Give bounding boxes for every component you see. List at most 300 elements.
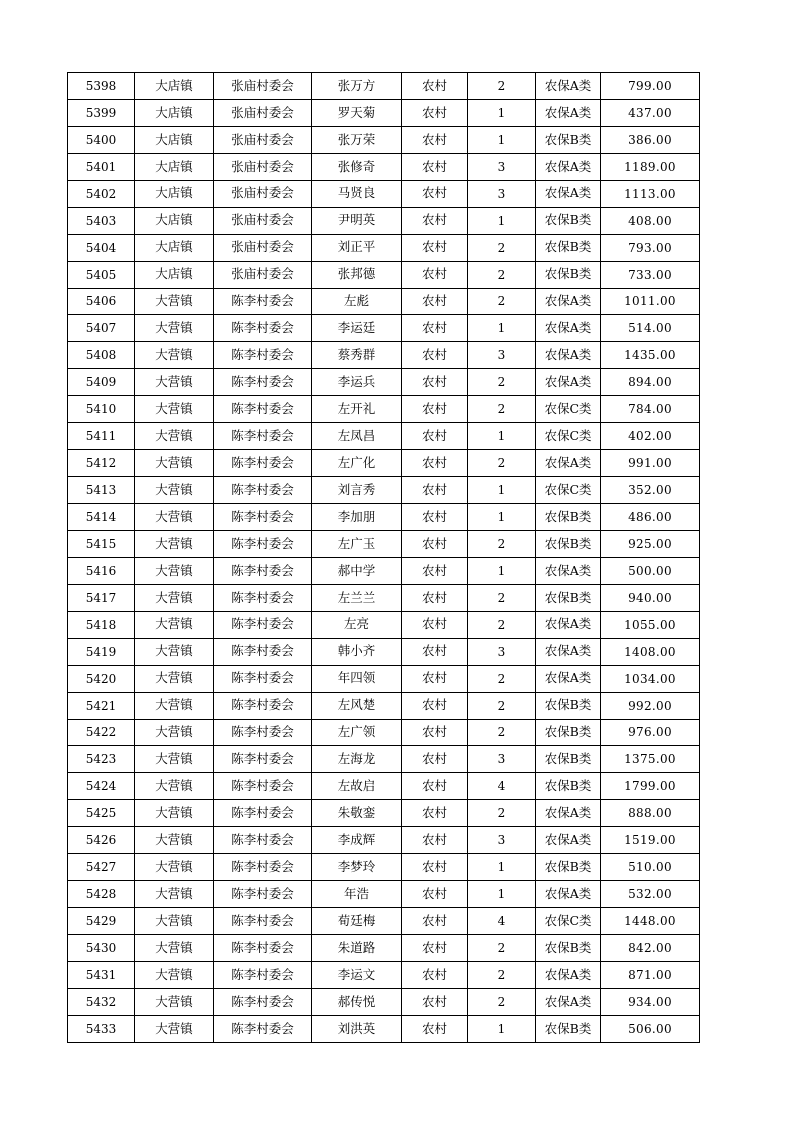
amount-cell: 1448.00 <box>601 908 700 935</box>
row-number-cell: 5428 <box>68 881 135 908</box>
area-type-cell: 农村 <box>402 423 468 450</box>
village-committee-cell: 陈李村委会 <box>214 908 312 935</box>
amount-cell: 500.00 <box>601 557 700 584</box>
insurance-category-cell: 农保B类 <box>536 234 601 261</box>
insurance-category-cell: 农保B类 <box>536 584 601 611</box>
row-number-cell: 5403 <box>68 207 135 234</box>
name-cell: 张邦德 <box>312 261 402 288</box>
insurance-category-cell: 农保A类 <box>536 180 601 207</box>
row-number-cell: 5430 <box>68 935 135 962</box>
name-cell: 左凤昌 <box>312 423 402 450</box>
amount-cell: 402.00 <box>601 423 700 450</box>
row-number-cell: 5400 <box>68 126 135 153</box>
household-size-cell: 1 <box>468 99 536 126</box>
name-cell: 李运兵 <box>312 369 402 396</box>
table-row <box>68 369 700 396</box>
area-type-cell: 农村 <box>402 692 468 719</box>
area-type-cell: 农村 <box>402 908 468 935</box>
row-number-cell: 5427 <box>68 854 135 881</box>
table-row <box>68 665 700 692</box>
row-number-cell: 5406 <box>68 288 135 315</box>
name-cell: 年浩 <box>312 881 402 908</box>
name-cell: 左广领 <box>312 719 402 746</box>
table-row <box>68 881 700 908</box>
village-committee-cell: 陈李村委会 <box>214 288 312 315</box>
amount-cell: 894.00 <box>601 369 700 396</box>
village-committee-cell: 张庙村委会 <box>214 73 312 100</box>
village-committee-cell: 陈李村委会 <box>214 881 312 908</box>
village-committee-cell: 陈李村委会 <box>214 935 312 962</box>
town-cell: 大店镇 <box>135 234 214 261</box>
household-size-cell: 1 <box>468 881 536 908</box>
household-size-cell: 2 <box>468 719 536 746</box>
village-committee-cell: 陈李村委会 <box>214 854 312 881</box>
row-number-cell: 5405 <box>68 261 135 288</box>
household-size-cell: 3 <box>468 180 536 207</box>
town-cell: 大营镇 <box>135 504 214 531</box>
village-committee-cell: 陈李村委会 <box>214 423 312 450</box>
town-cell: 大营镇 <box>135 719 214 746</box>
name-cell: 朱敬銮 <box>312 800 402 827</box>
village-committee-cell: 陈李村委会 <box>214 638 312 665</box>
household-size-cell: 1 <box>468 315 536 342</box>
table-row <box>68 261 700 288</box>
amount-cell: 992.00 <box>601 692 700 719</box>
village-committee-cell: 张庙村委会 <box>214 99 312 126</box>
amount-cell: 1519.00 <box>601 827 700 854</box>
row-number-cell: 5432 <box>68 988 135 1015</box>
row-number-cell: 5408 <box>68 342 135 369</box>
name-cell: 张万方 <box>312 73 402 100</box>
village-committee-cell: 陈李村委会 <box>214 692 312 719</box>
amount-cell: 842.00 <box>601 935 700 962</box>
table-row <box>68 126 700 153</box>
village-committee-cell: 陈李村委会 <box>214 315 312 342</box>
area-type-cell: 农村 <box>402 450 468 477</box>
village-committee-cell: 陈李村委会 <box>214 369 312 396</box>
town-cell: 大营镇 <box>135 369 214 396</box>
area-type-cell: 农村 <box>402 827 468 854</box>
table-row <box>68 746 700 773</box>
table-row <box>68 611 700 638</box>
area-type-cell: 农村 <box>402 1015 468 1042</box>
town-cell: 大营镇 <box>135 881 214 908</box>
name-cell: 李成辉 <box>312 827 402 854</box>
insurance-category-cell: 农保A类 <box>536 881 601 908</box>
name-cell: 刘洪英 <box>312 1015 402 1042</box>
household-size-cell: 1 <box>468 557 536 584</box>
insurance-category-cell: 农保A类 <box>536 153 601 180</box>
row-number-cell: 5429 <box>68 908 135 935</box>
town-cell: 大营镇 <box>135 530 214 557</box>
household-size-cell: 2 <box>468 450 536 477</box>
table-row <box>68 504 700 531</box>
town-cell: 大营镇 <box>135 988 214 1015</box>
row-number-cell: 5414 <box>68 504 135 531</box>
village-committee-cell: 陈李村委会 <box>214 719 312 746</box>
row-number-cell: 5412 <box>68 450 135 477</box>
insurance-category-cell: 农保C类 <box>536 908 601 935</box>
household-size-cell: 2 <box>468 961 536 988</box>
row-number-cell: 5418 <box>68 611 135 638</box>
amount-cell: 437.00 <box>601 99 700 126</box>
name-cell: 罗天菊 <box>312 99 402 126</box>
name-cell: 左广玉 <box>312 530 402 557</box>
table-row <box>68 827 700 854</box>
household-size-cell: 2 <box>468 611 536 638</box>
town-cell: 大店镇 <box>135 73 214 100</box>
insurance-category-cell: 农保A类 <box>536 961 601 988</box>
table-row <box>68 638 700 665</box>
insurance-category-cell: 农保B类 <box>536 692 601 719</box>
area-type-cell: 农村 <box>402 73 468 100</box>
insurance-category-cell: 农保C类 <box>536 396 601 423</box>
town-cell: 大店镇 <box>135 207 214 234</box>
area-type-cell: 农村 <box>402 126 468 153</box>
insurance-category-cell: 农保A类 <box>536 450 601 477</box>
name-cell: 蔡秀群 <box>312 342 402 369</box>
household-size-cell: 1 <box>468 477 536 504</box>
town-cell: 大营镇 <box>135 935 214 962</box>
village-committee-cell: 张庙村委会 <box>214 207 312 234</box>
household-size-cell: 3 <box>468 638 536 665</box>
name-cell: 刘言秀 <box>312 477 402 504</box>
town-cell: 大店镇 <box>135 126 214 153</box>
name-cell: 荀廷梅 <box>312 908 402 935</box>
insurance-category-cell: 农保A类 <box>536 557 601 584</box>
town-cell: 大营镇 <box>135 396 214 423</box>
amount-cell: 976.00 <box>601 719 700 746</box>
name-cell: 马贤良 <box>312 180 402 207</box>
household-size-cell: 2 <box>468 800 536 827</box>
village-committee-cell: 陈李村委会 <box>214 557 312 584</box>
name-cell: 李运文 <box>312 961 402 988</box>
village-committee-cell: 张庙村委会 <box>214 180 312 207</box>
village-committee-cell: 陈李村委会 <box>214 773 312 800</box>
amount-cell: 733.00 <box>601 261 700 288</box>
village-committee-cell: 陈李村委会 <box>214 827 312 854</box>
amount-cell: 352.00 <box>601 477 700 504</box>
town-cell: 大营镇 <box>135 611 214 638</box>
table-row <box>68 180 700 207</box>
village-committee-cell: 陈李村委会 <box>214 477 312 504</box>
household-size-cell: 1 <box>468 854 536 881</box>
row-number-cell: 5422 <box>68 719 135 746</box>
table-row <box>68 73 700 100</box>
town-cell: 大营镇 <box>135 692 214 719</box>
town-cell: 大营镇 <box>135 665 214 692</box>
village-committee-cell: 陈李村委会 <box>214 1015 312 1042</box>
table-row <box>68 773 700 800</box>
insurance-category-cell: 农保A类 <box>536 988 601 1015</box>
table-row <box>68 234 700 261</box>
name-cell: 郝传悦 <box>312 988 402 1015</box>
household-size-cell: 1 <box>468 423 536 450</box>
table-row <box>68 800 700 827</box>
village-committee-cell: 陈李村委会 <box>214 800 312 827</box>
area-type-cell: 农村 <box>402 854 468 881</box>
insurance-category-cell: 农保B类 <box>536 261 601 288</box>
name-cell: 左故启 <box>312 773 402 800</box>
insurance-category-cell: 农保B类 <box>536 207 601 234</box>
insurance-category-cell: 农保A类 <box>536 611 601 638</box>
household-size-cell: 2 <box>468 665 536 692</box>
table-row <box>68 530 700 557</box>
household-size-cell: 3 <box>468 342 536 369</box>
amount-cell: 1189.00 <box>601 153 700 180</box>
amount-cell: 1011.00 <box>601 288 700 315</box>
amount-cell: 793.00 <box>601 234 700 261</box>
village-committee-cell: 陈李村委会 <box>214 530 312 557</box>
row-number-cell: 5402 <box>68 180 135 207</box>
village-committee-cell: 陈李村委会 <box>214 611 312 638</box>
insurance-category-cell: 农保A类 <box>536 73 601 100</box>
insurance-category-cell: 农保A类 <box>536 800 601 827</box>
area-type-cell: 农村 <box>402 746 468 773</box>
village-committee-cell: 陈李村委会 <box>214 746 312 773</box>
insurance-category-cell: 农保B类 <box>536 773 601 800</box>
table-row <box>68 854 700 881</box>
amount-cell: 888.00 <box>601 800 700 827</box>
amount-cell: 1055.00 <box>601 611 700 638</box>
name-cell: 李运廷 <box>312 315 402 342</box>
row-number-cell: 5433 <box>68 1015 135 1042</box>
amount-cell: 486.00 <box>601 504 700 531</box>
village-committee-cell: 陈李村委会 <box>214 396 312 423</box>
table-row <box>68 961 700 988</box>
name-cell: 左彪 <box>312 288 402 315</box>
amount-cell: 934.00 <box>601 988 700 1015</box>
row-number-cell: 5417 <box>68 584 135 611</box>
insurance-category-cell: 农保A类 <box>536 827 601 854</box>
name-cell: 年四领 <box>312 665 402 692</box>
row-number-cell: 5410 <box>68 396 135 423</box>
row-number-cell: 5404 <box>68 234 135 261</box>
row-number-cell: 5398 <box>68 73 135 100</box>
table-row <box>68 477 700 504</box>
name-cell: 左广化 <box>312 450 402 477</box>
town-cell: 大营镇 <box>135 477 214 504</box>
row-number-cell: 5416 <box>68 557 135 584</box>
table-row <box>68 935 700 962</box>
row-number-cell: 5409 <box>68 369 135 396</box>
area-type-cell: 农村 <box>402 935 468 962</box>
town-cell: 大营镇 <box>135 342 214 369</box>
amount-cell: 1113.00 <box>601 180 700 207</box>
insurance-category-cell: 农保A类 <box>536 288 601 315</box>
insurance-category-cell: 农保B类 <box>536 854 601 881</box>
town-cell: 大营镇 <box>135 800 214 827</box>
name-cell: 韩小齐 <box>312 638 402 665</box>
household-size-cell: 4 <box>468 773 536 800</box>
village-committee-cell: 陈李村委会 <box>214 450 312 477</box>
amount-cell: 940.00 <box>601 584 700 611</box>
area-type-cell: 农村 <box>402 477 468 504</box>
table-row <box>68 207 700 234</box>
row-number-cell: 5424 <box>68 773 135 800</box>
amount-cell: 510.00 <box>601 854 700 881</box>
row-number-cell: 5426 <box>68 827 135 854</box>
town-cell: 大店镇 <box>135 180 214 207</box>
household-size-cell: 2 <box>468 530 536 557</box>
area-type-cell: 农村 <box>402 773 468 800</box>
insurance-category-cell: 农保A类 <box>536 638 601 665</box>
town-cell: 大营镇 <box>135 288 214 315</box>
name-cell: 李加朋 <box>312 504 402 531</box>
town-cell: 大营镇 <box>135 773 214 800</box>
amount-cell: 1408.00 <box>601 638 700 665</box>
area-type-cell: 农村 <box>402 584 468 611</box>
area-type-cell: 农村 <box>402 881 468 908</box>
table-row <box>68 908 700 935</box>
insurance-category-cell: 农保A类 <box>536 665 601 692</box>
household-size-cell: 2 <box>468 935 536 962</box>
village-committee-cell: 陈李村委会 <box>214 584 312 611</box>
area-type-cell: 农村 <box>402 261 468 288</box>
insurance-category-cell: 农保A类 <box>536 99 601 126</box>
row-number-cell: 5421 <box>68 692 135 719</box>
insurance-category-cell: 农保B类 <box>536 1015 601 1042</box>
village-committee-cell: 陈李村委会 <box>214 504 312 531</box>
table-row <box>68 557 700 584</box>
household-size-cell: 1 <box>468 1015 536 1042</box>
row-number-cell: 5425 <box>68 800 135 827</box>
table-row <box>68 342 700 369</box>
name-cell: 尹明英 <box>312 207 402 234</box>
household-size-cell: 3 <box>468 746 536 773</box>
household-size-cell: 2 <box>468 73 536 100</box>
amount-cell: 991.00 <box>601 450 700 477</box>
town-cell: 大营镇 <box>135 827 214 854</box>
village-committee-cell: 陈李村委会 <box>214 961 312 988</box>
name-cell: 张修奇 <box>312 153 402 180</box>
insurance-category-cell: 农保A类 <box>536 315 601 342</box>
name-cell: 郝中学 <box>312 557 402 584</box>
village-committee-cell: 张庙村委会 <box>214 126 312 153</box>
amount-cell: 925.00 <box>601 530 700 557</box>
table-row <box>68 988 700 1015</box>
town-cell: 大营镇 <box>135 961 214 988</box>
name-cell: 左开礼 <box>312 396 402 423</box>
area-type-cell: 农村 <box>402 153 468 180</box>
insurance-category-cell: 农保B类 <box>536 719 601 746</box>
amount-cell: 408.00 <box>601 207 700 234</box>
amount-cell: 1799.00 <box>601 773 700 800</box>
insurance-category-cell: 农保B类 <box>536 935 601 962</box>
amount-cell: 386.00 <box>601 126 700 153</box>
insurance-category-cell: 农保A类 <box>536 342 601 369</box>
name-cell: 刘正平 <box>312 234 402 261</box>
household-size-cell: 1 <box>468 207 536 234</box>
household-size-cell: 2 <box>468 396 536 423</box>
insurance-category-cell: 农保B类 <box>536 746 601 773</box>
household-size-cell: 4 <box>468 908 536 935</box>
town-cell: 大营镇 <box>135 315 214 342</box>
row-number-cell: 5407 <box>68 315 135 342</box>
amount-cell: 1375.00 <box>601 746 700 773</box>
row-number-cell: 5431 <box>68 961 135 988</box>
town-cell: 大店镇 <box>135 153 214 180</box>
village-committee-cell: 陈李村委会 <box>214 988 312 1015</box>
table-row <box>68 719 700 746</box>
insurance-category-cell: 农保B类 <box>536 504 601 531</box>
household-size-cell: 2 <box>468 988 536 1015</box>
area-type-cell: 农村 <box>402 665 468 692</box>
table-row <box>68 315 700 342</box>
name-cell: 张万荣 <box>312 126 402 153</box>
name-cell: 李梦玲 <box>312 854 402 881</box>
table-row <box>68 692 700 719</box>
household-size-cell: 3 <box>468 827 536 854</box>
village-committee-cell: 陈李村委会 <box>214 665 312 692</box>
amount-cell: 506.00 <box>601 1015 700 1042</box>
table-row <box>68 99 700 126</box>
area-type-cell: 农村 <box>402 180 468 207</box>
name-cell: 左海龙 <box>312 746 402 773</box>
insurance-category-cell: 农保C类 <box>536 423 601 450</box>
household-size-cell: 2 <box>468 369 536 396</box>
area-type-cell: 农村 <box>402 504 468 531</box>
area-type-cell: 农村 <box>402 800 468 827</box>
name-cell: 朱道路 <box>312 935 402 962</box>
household-size-cell: 1 <box>468 504 536 531</box>
area-type-cell: 农村 <box>402 530 468 557</box>
town-cell: 大营镇 <box>135 1015 214 1042</box>
amount-cell: 871.00 <box>601 961 700 988</box>
insurance-category-cell: 农保B类 <box>536 126 601 153</box>
area-type-cell: 农村 <box>402 207 468 234</box>
area-type-cell: 农村 <box>402 719 468 746</box>
name-cell: 左风楚 <box>312 692 402 719</box>
table-body <box>68 73 700 1043</box>
town-cell: 大营镇 <box>135 908 214 935</box>
amount-cell: 532.00 <box>601 881 700 908</box>
table-row <box>68 584 700 611</box>
amount-cell: 799.00 <box>601 73 700 100</box>
area-type-cell: 农村 <box>402 315 468 342</box>
area-type-cell: 农村 <box>402 288 468 315</box>
row-number-cell: 5411 <box>68 423 135 450</box>
household-size-cell: 2 <box>468 261 536 288</box>
amount-cell: 1034.00 <box>601 665 700 692</box>
area-type-cell: 农村 <box>402 988 468 1015</box>
row-number-cell: 5415 <box>68 530 135 557</box>
area-type-cell: 农村 <box>402 557 468 584</box>
name-cell: 左兰兰 <box>312 584 402 611</box>
area-type-cell: 农村 <box>402 638 468 665</box>
table-row <box>68 396 700 423</box>
benefit-roster-table <box>67 72 700 1043</box>
village-committee-cell: 张庙村委会 <box>214 261 312 288</box>
insurance-category-cell: 农保A类 <box>536 369 601 396</box>
town-cell: 大营镇 <box>135 638 214 665</box>
household-size-cell: 2 <box>468 288 536 315</box>
household-size-cell: 2 <box>468 692 536 719</box>
town-cell: 大营镇 <box>135 854 214 881</box>
town-cell: 大营镇 <box>135 746 214 773</box>
town-cell: 大店镇 <box>135 99 214 126</box>
amount-cell: 514.00 <box>601 315 700 342</box>
amount-cell: 784.00 <box>601 396 700 423</box>
town-cell: 大营镇 <box>135 450 214 477</box>
row-number-cell: 5399 <box>68 99 135 126</box>
village-committee-cell: 张庙村委会 <box>214 153 312 180</box>
row-number-cell: 5401 <box>68 153 135 180</box>
table-row <box>68 423 700 450</box>
table-row <box>68 153 700 180</box>
table-row <box>68 450 700 477</box>
area-type-cell: 农村 <box>402 396 468 423</box>
